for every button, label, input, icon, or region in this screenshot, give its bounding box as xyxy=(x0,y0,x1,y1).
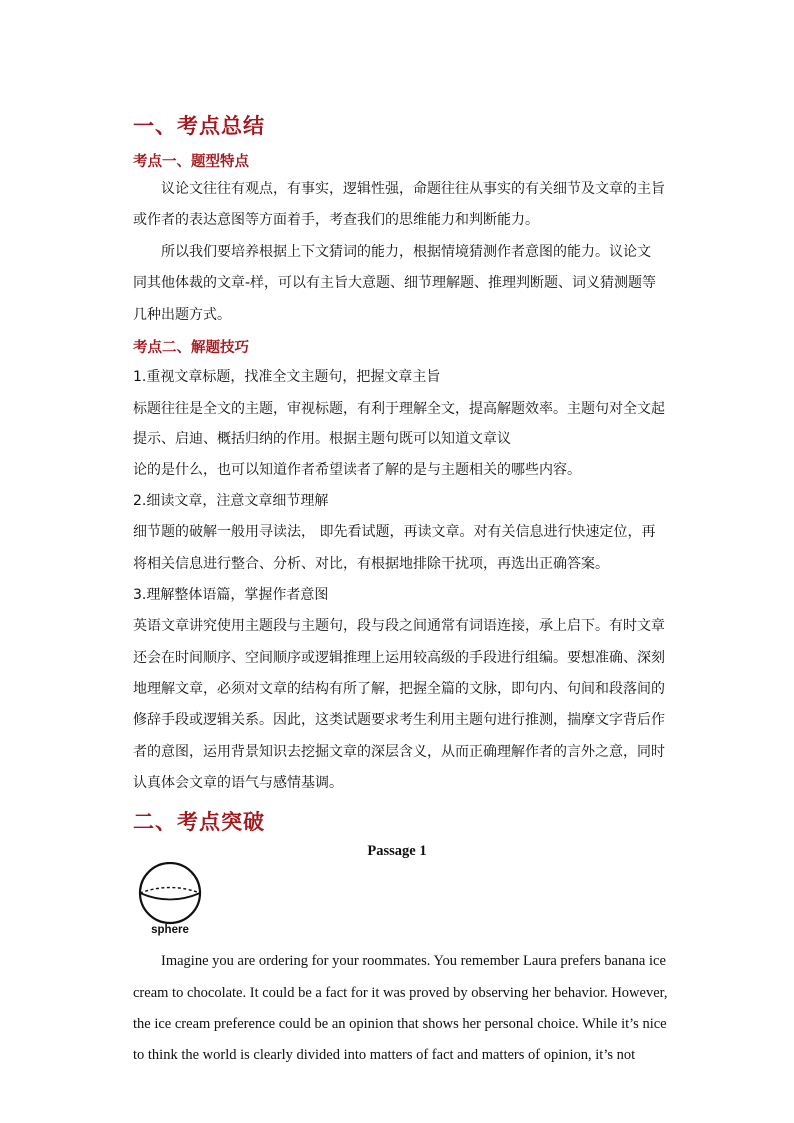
point-2-heading: 考点二、解题技巧 xyxy=(133,340,249,356)
point-2-line-12: 修辞手段或逻辑关系。因此，这类试题要求考生利用主题句进行推测，揣摩文字背后作 xyxy=(133,712,665,728)
section-1-title: 一、考点总结 xyxy=(133,113,265,138)
point-2-line-1: 1.重视文章标题，找准全文主题句，把握文章主旨 xyxy=(133,369,441,385)
point-2-line-6: 细节题的破解一般用寻读法， 即先看试题，再读文章。对有关信息进行快速定位，再 xyxy=(133,524,656,540)
passage-line-4: to think the world is clearly divided into matters of fact and matters of opinion, it’s not xyxy=(133,1047,636,1063)
point-1-line-5: 几种出题方式。 xyxy=(133,307,231,323)
point-2-line-14: 认真体会文章的语气与感情基调。 xyxy=(133,775,343,791)
point-2-line-10: 还会在时间顺序、空间顺序或逻辑推理上运用较高级的手段进行组编。要想准确、深刻 xyxy=(133,650,665,666)
point-1-line-3: 所以我们要培养根据上下文猜词的能力，根据情境猜测作者意图的能力。议论文 xyxy=(161,244,651,260)
point-2-line-7: 将相关信息进行整合、分析、对比，有根据地排除干扰项，再选出正确答案。 xyxy=(133,556,609,572)
point-2-line-2: 标题往往是全文的主题，审视标题，有利于理解全文，提高解题效率。主题句对全文起 xyxy=(133,401,665,417)
passage-title: Passage 1 xyxy=(367,843,427,859)
point-2-line-3: 提示、启迪、概括归纳的作用。根据主题句既可以知道文章议 xyxy=(133,431,511,447)
point-1-line-4: 同其他体裁的文章-样，可以有主旨大意题、细节理解题、推理判断题、词义猜测题等 xyxy=(133,275,657,291)
point-2-line-5: 2.细读文章，注意文章细节理解 xyxy=(133,493,329,509)
section-2-title: 二、考点突破 xyxy=(133,809,265,834)
sphere-figure xyxy=(136,862,204,942)
sphere-icon xyxy=(136,862,204,926)
point-1-line-2: 或作者的表达意图等方面着手，考查我们的思维能力和判断能力。 xyxy=(133,212,539,228)
point-2-line-13: 者的意图，运用背景知识去挖掘文章的深层含义，从而正确理解作者的言外之意，同时 xyxy=(133,744,665,760)
point-2-line-11: 地理解文章，必须对文章的结构有所了解，把握全篇的文脉，即句内、句间和段落间的 xyxy=(133,681,665,697)
passage-line-3: the ice cream preference could be an opinion that shows her personal choice. While it’s nice xyxy=(133,1016,667,1032)
point-2-line-8: 3.理解整体语篇，掌握作者意图 xyxy=(133,587,329,603)
point-2-line-9: 英语文章讲究使用主题段与主题句，段与段之间通常有词语连接，承上启下。有时文章 xyxy=(133,618,665,634)
point-1-heading: 考点一、题型特点 xyxy=(133,154,249,170)
sphere-label: sphere xyxy=(151,924,189,936)
point-1-line-1: 议论文往往有观点，有事实，逻辑性强，命题往往从事实的有关细节及文章的主旨 xyxy=(161,181,665,197)
passage-line-1: Imagine you are ordering for your roommates. You remember Laura prefers banana ice xyxy=(161,953,666,969)
passage-line-2: cream to chocolate. It could be a fact for it was proved by observing her behavior. However, xyxy=(133,985,668,1001)
point-2-line-4: 论的是什么，也可以知道作者希望读者了解的是与主题相关的哪些内容。 xyxy=(133,462,581,478)
